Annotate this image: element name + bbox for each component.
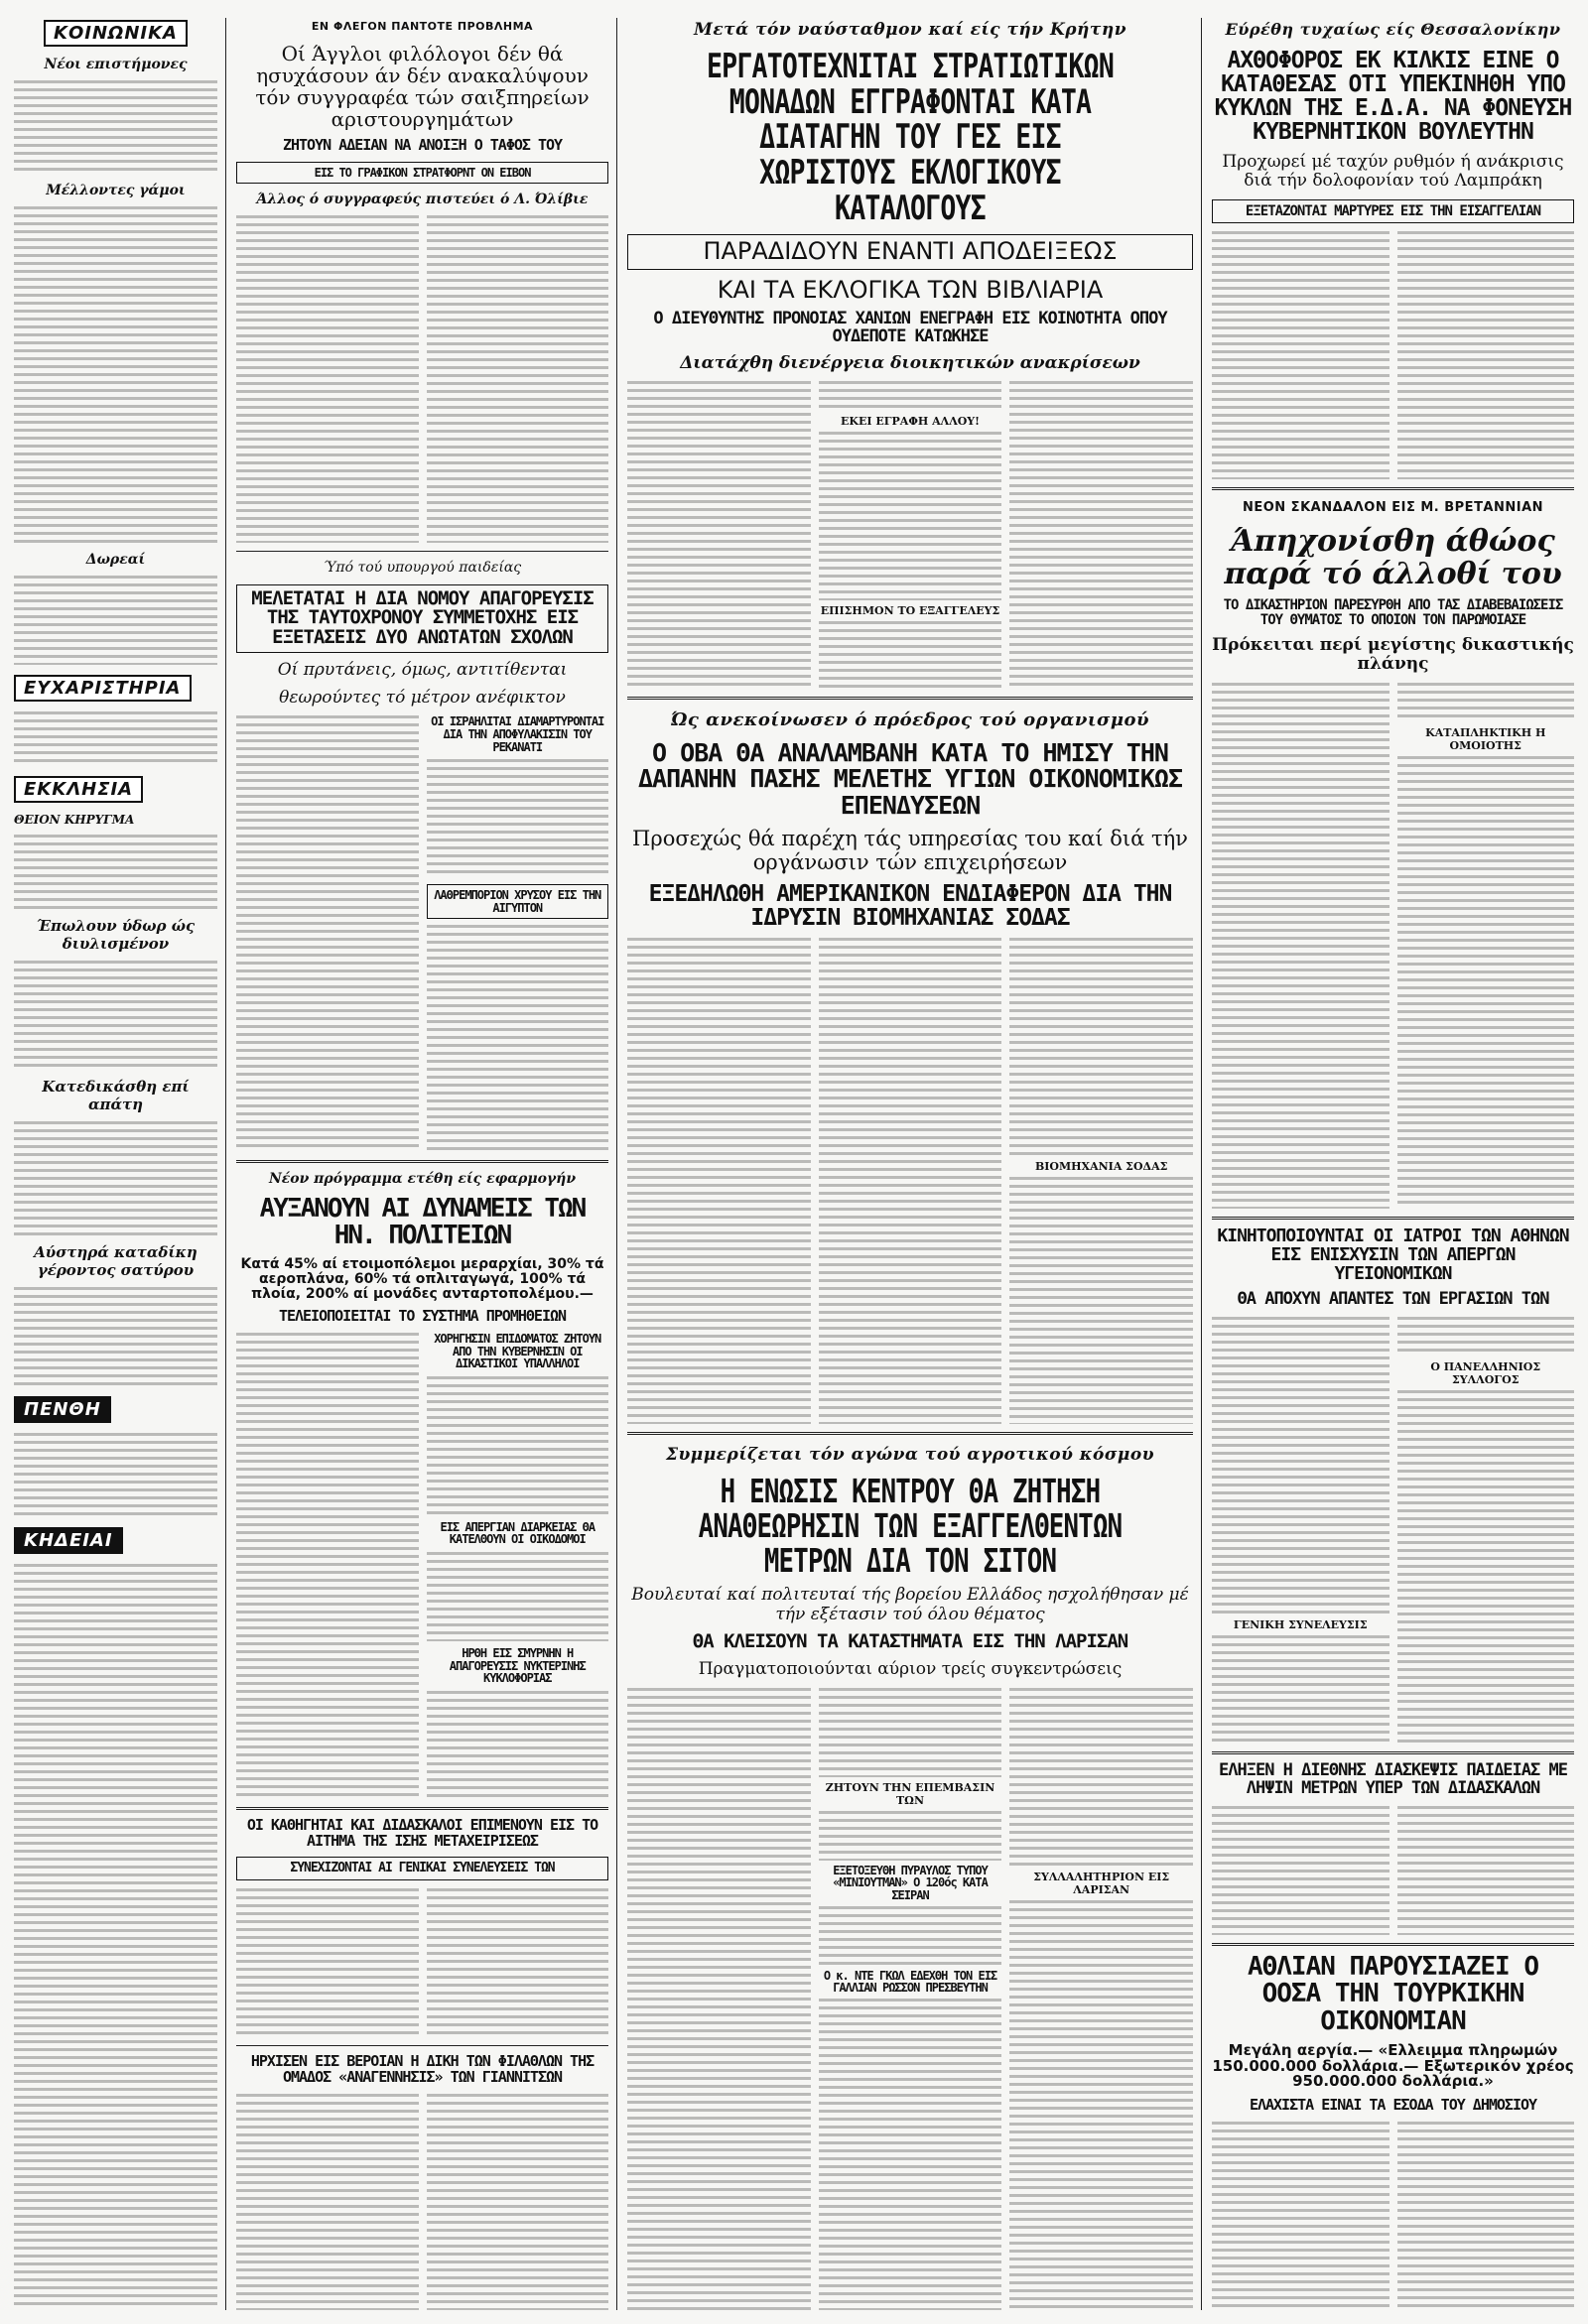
article-body-text [427, 2094, 609, 2310]
subhead-new-scientists: Νέοι επιστήμονες [44, 57, 188, 72]
article-body-text [427, 1691, 609, 1799]
subhead-receipt: ΠΑΡΑΔΙΔΟΥΝ ΕΝΑΝΤΙ ΑΠΟΔΕΙΞΕΩΣ [627, 234, 1193, 269]
subhead-lambrakis: Προχωρεί μέ ταχύν ρυθμόν ή ανάκρισις διά τήν δολοφονίαν τού Λαμπράκη [1222, 151, 1564, 192]
article-body-text [427, 925, 609, 1152]
subhead-court-misled: ΤΟ ΔΙΚΑΣΤΗΡΙΟΝ ΠΑΡΕΣΥΡΘΗ ΑΠΟ ΤΑΣ ΔΙΑΒΕΒΑΙΩΣΕΙΣ ΤΟΥ ΘΥΜΑΤΟΣ ΤΟ ΟΠΟΙΟΝ ΤΟΝ ΠΑΡΩΜΟΙΑΣΕ [1223, 597, 1563, 629]
headline-wheat-measures: Η ΕΝΩΣΙΣ ΚΕΝΤΡΟΥ ΘΑ ΖΗΤΗΣΗ ΑΝΑΘΕΩΡΗΣΙΝ ΤΩΝ ΕΞΑΓΓΕΛΘΕΝΤΩΝ ΜΕΤΡΩΝ ΔΙΑ ΤΟΝ ΣΙΤΟΝ [698, 1472, 1123, 1580]
subhead-state-revenue: ΕΛΑΧΙΣΤΑ ΕΙΝΑΙ ΤΑ ΕΣΟΔΑ ΤΟΥ ΔΗΜΟΣΙΟΥ [1249, 2096, 1537, 2115]
article-body-text [1009, 938, 1193, 1156]
article-body-text [427, 1376, 609, 1515]
article-body-text [427, 1552, 609, 1641]
section-label-mourning: ΠΕΝΘΗ [14, 1396, 111, 1423]
article-body-text [14, 835, 217, 909]
article-body-text [1397, 683, 1575, 722]
inner-head-general-assembly: ΓΕΝΙΚΗ ΣΥΝΕΛΕΥΣΙΣ [1233, 1618, 1368, 1632]
subhead-unfeasible: θεωρούντες τό μέτρον ανέφικτον [279, 687, 566, 708]
article-body-text [14, 206, 217, 544]
article-body-text [627, 938, 811, 1424]
subhead-oba-services: Προσεχώς θά παρέχη τάς υπηρεσίας του καί διά τήν οργάνωσιν τών επιχειρήσεων [632, 826, 1188, 874]
subhead-chania-director: Ο ΔΙΕΥΘΥΝΤΗΣ ΠΡΟΝΟΙΑΣ ΧΑΝΙΩΝ ΕΝΕΓΡΑΦΗ ΕΙΣ ΚΟΙΝΟΤΗΤΑ ΟΠΟΥ ΟΥΔΕΠΟΤΕ ΚΑΤΩΚΗΣΕ [653, 308, 1167, 346]
inner-head-soda: ΒΙΟΜΗΧΑΝΙΑ ΣΟΔΑΣ [1034, 1160, 1168, 1174]
article-body-text [819, 1906, 1002, 1966]
article-body-text [14, 80, 217, 175]
subhead-open-tomb: ΖΗΤΟΥΝ ΑΔΕΙΑΝ ΝΑ ΑΝΟΙΞΗ Ο ΤΑΦΟΣ ΤΟΥ [282, 136, 563, 154]
kicker-education-minister: Ύπό τού υπουργού παιδείας [323, 560, 522, 577]
article-body-text [819, 621, 1002, 689]
kicker-farmers: Συμμερίζεται τόν αγώνα τού αγροτικού κόσμου [665, 1445, 1154, 1466]
inner-head-similarity: ΚΑΤΑΠΛΗΚΤΙΚΗ Η ΟΜΟΙΟΤΗΣ [1425, 725, 1546, 752]
subhead-sermon: ΘΕΙΟΝ ΚΗΡΥΓΜΑ [14, 813, 135, 827]
subhead-three-rallies: Πραγματοποιούνται αύριον τρείς συγκεντρώσεις [698, 1659, 1123, 1680]
article-body-text [819, 1999, 1002, 2310]
subhead-percentages: Κατά 45% αί ετοιμοπόλεμοι μεραρχίαι, 30% τά αεροπλάνα, 60% τά οπλιταγωγά, 100% τά πλοία, 200% αί μονάδες ανταρτοπολέμου.— [240, 1256, 604, 1302]
article-body-text [14, 1287, 217, 1386]
column-4 [1212, 18, 1574, 2310]
headline-minuteman: ΕΞΕΤΟΞΕΥΘΗ ΠΥΡΑΥΛΟΣ ΤΥΠΟΥ «ΜΙΝΙΟΥΤΜΑΝ» Ο 120ός ΚΑΤΑ ΣΕΙΡΑΝ [833, 1863, 988, 1903]
subhead-larissa-shops: ΘΑ ΚΛΕΙΣΟΥΝ ΤΑ ΚΑΤΑΣΤΗΜΑΤΑ ΕΙΣ ΤΗΝ ΛΑΡΙΣΑΝ [692, 1630, 1128, 1653]
article-body-text [819, 938, 1002, 1424]
article-body-text [1397, 231, 1575, 479]
column-3 [627, 18, 1202, 2310]
kicker-always-problem: ΕΝ ΦΛΕΓΟΝ ΠΑΝΤΟΤΕ ΠΡΟΒΛΗΜΑ [311, 20, 534, 33]
subhead-rectors-oppose: Οί πρυτάνεις, όμως, αντιτίθενται [277, 660, 568, 681]
headline-oba: Ο ΟΒΑ ΘΑ ΑΝΑΛΑΜΒΑΝΗ ΚΑΤΑ ΤΟ ΗΜΙΣΥ ΤΗΝ ΔΑΠΑΝΗΝ ΠΑΣΗΣ ΜΕΛΕΤΗΣ ΥΓΙΩΝ ΟΙΚΟΝΟΜΙΚΩΣ ΕΠΕΝΔΥΣΕΩΝ [638, 738, 1182, 820]
inner-head-panhellenic: Ο ΠΑΝΕΛΛΗΝΙΟΣ ΣΥΛΛΟΓΟΣ [1430, 1360, 1541, 1387]
article-body-text [819, 1688, 1002, 1777]
subhead-olivier: Άλλος ό συγγραφεύς πιστεύει ό Λ. Όλίβιε [256, 192, 589, 208]
article-body-text [819, 381, 1002, 411]
headline-soda-industry: ΕΞΕΔΗΛΩΘΗ ΑΜΕΡΙΚΑΝΙΚΟΝ ΕΝΔΙΑΦΕΡΟΝ ΔΙΑ ΤΗΝ ΙΔΡΥΣΙΝ ΒΙΟΜΗΧΑΝΙΑΣ ΣΟΔΑΣ [648, 881, 1172, 932]
headline-de-gaulle: Ο κ. ΝΤΕ ΓΚΩΛ ΕΔΕΧΘΗ ΤΟΝ ΕΙΣ ΓΑΛΛΙΑΝ ΡΩΣΣΟΝ ΠΡΕΣΒΕΥΤΗΝ [823, 1968, 997, 1996]
article-body-text [1212, 2122, 1390, 2310]
kicker-new-program: Νέον πρόγραμμα ετέθη είς εφαρμογήν [268, 1171, 577, 1188]
article-body-text [236, 1888, 419, 2037]
subhead-future-weddings: Μέλλοντες γάμοι [46, 183, 186, 198]
subhead-doctors-abstain: ΘΑ ΑΠΟΧΥΝ ΑΠΑΝΤΕΣ ΤΩΝ ΕΡΓΑΣΙΩΝ ΤΩΝ [1237, 1289, 1549, 1310]
subhead-voter-books: ΚΑΙ ΤΑ ΕΚΛΟΓΙΚΑ ΤΩΝ ΒΙΒΛΙΑΡΙΑ [717, 275, 1104, 304]
article-body-text [1397, 1317, 1575, 1356]
headline-oecd-turkey: ΑΘΛΙΑΝ ΠΑΡΟΥΣΙΑΖΕΙ Ο ΟΟΣΑ ΤΗΝ ΤΟΥΡΚΙΚΗΝ ΟΙΚΟΝΟΜΙΑΝ [1247, 1952, 1539, 2036]
inner-head-registered: ΕΚΕΙ ΕΓΡΑΦΗ ΑΛΛΟΥ! [841, 415, 980, 429]
subhead-donations: Δωρεαί [85, 552, 146, 568]
article-body-text [1009, 1688, 1193, 1867]
article-body-text [1397, 2122, 1575, 2310]
article-body-text [819, 1811, 1002, 1861]
column-2 [236, 18, 617, 2310]
article-body-text [1397, 1390, 1575, 1743]
column-1 [14, 18, 226, 2310]
headline-israelites: ΟΙ ΙΣΡΑΗΛΙΤΑΙ ΔΙΑΜΑΡΤΥΡΟΝΤΑΙ ΔΙΑ ΤΗΝ ΑΠΟΦΥΛΑΚΙΣΙΝ ΤΟΥ ΡΕΚΑΝΑΤΙ [431, 714, 604, 754]
article-body-text [427, 759, 609, 878]
article-body-text [1212, 1635, 1390, 1743]
article-body-text [1212, 683, 1390, 1209]
article-body-text [627, 381, 811, 689]
subhead-old-satyr: Αύστηρά καταδίκη γέροντος σατύρου [34, 1243, 198, 1279]
subhead-convicted-fraud: Κατεδικάσθη επί απάτη [42, 1078, 190, 1113]
headline-us-forces: ΑΥΞΑΝΟΥΝ ΑΙ ΔΥΝΑΜΕΙΣ ΤΩΝ ΗΝ. ΠΟΛΙΤΕΙΩΝ [259, 1193, 586, 1250]
subhead-northern-mps: Βουλευταί καί πολιτευταί τής βορείου Ελλάδος ησχολήθησαν μέ τήν εξέτασιν τού όλου θέματος [631, 1585, 1189, 1624]
headline-hanged-innocent: Άπηχονίσθη άθώος παρά τό άλλοθί του [1224, 524, 1562, 592]
article-body-text [427, 215, 609, 543]
kicker-found-thessaloniki: Εύρέθη τυχαίως είς Θεσσαλονίκην [1225, 20, 1561, 39]
kicker-crete: Μετά τόν ναύσταθμον καί είς τήν Κρήτην [694, 20, 1126, 40]
subhead-turkey-deficit: Μεγάλη αεργία.— «Ελλειμμα πληρωμών 150.000.000 δολλάρια.— Εξωτερικόν χρέος 950.000.000 δολλάρια.» [1212, 2040, 1574, 2091]
headline-doctors-mobilize: ΚΙΝΗΤΟΠΟΙΟΥΝΤΑΙ ΟΙ ΙΑΤΡΟΙ ΤΩΝ ΑΘΗΝΩΝ ΕΙΣ ΕΝΙΣΧΥΣΙΝ ΤΩΝ ΑΠΕΡΓΩΝ ΥΓΕΙΟΝΟΜΙΚΩΝ [1217, 1225, 1569, 1284]
section-label-church: ΕΚΚΛΗΣΙΑ [14, 776, 143, 803]
subhead-filtered-water: Έπωλουν ύδωρ ώς διυλισμένον [36, 917, 196, 953]
article-body-text [14, 1433, 217, 1517]
headline-smyrna: ΗΡΘΗ ΕΙΣ ΣΜΥΡΝΗΝ Η ΑΠΑΓΟΡΕΥΣΙΣ ΝΥΚΤΕΡΙΝΗΣ ΚΥΚΛΟΦΟΡΙΑΣ [449, 1645, 586, 1686]
headline-military-workers: ΕΡΓΑΤΟΤΕΧΝΙΤΑΙ ΣΤΡΑΤΙΩΤΙΚΩΝ ΜΟΝΑΔΩΝ ΕΓΓΡΑΦΟΝΤΑΙ ΚΑΤΑ ΔΙΑΤΑΓΗΝ ΤΟΥ ΓΕΣ ΕΙΣ ΧΩΡΙΣΤΟΥΣ ΕΚΛΟΓΙΚΟΥΣ ΚΑΤΑΛΟΓΟΥΣ [706, 47, 1115, 228]
headline-court-clerks: ΧΟΡΗΓΗΣΙΝ ΕΠΙΔΟΜΑΤΟΣ ΖΗΤΟΥΝ ΑΠΟ ΤΗΝ ΚΥΒΕΡΝΗΣΙΝ ΟΙ ΔΙΚΑΣΤΙΚΟΙ ΥΠΑΛΛΗΛΟΙ [434, 1331, 601, 1371]
headline-shakespeare: Οί Άγγλοι φιλόλογοι δέν θά ησυχάσουν άν δέν ανακαλύψουν τόν συγγραφέα τών σαιξπηρείων αριστουργημάτων [255, 42, 590, 131]
article-body-text [427, 1888, 609, 2037]
article-body-text [1397, 756, 1575, 1209]
inner-head-intervention: ΖΗΤΟΥΝ ΤΗΝ ΕΠΕΜΒΑΣΙΝ ΤΩΝ [825, 1780, 995, 1807]
article-body-text [1397, 1806, 1575, 1935]
headline-kilkis-porter: ΑΧΘΟΦΟΡΟΣ ΕΚ ΚΙΛΚΙΣ ΕΙΝΕ Ο ΚΑΤΑΘΕΣΑΣ ΟΤΙ ΥΠΕΚΙΝΗΘΗ ΥΠΟ ΚΥΚΛΩΝ ΤΗΣ Ε.Δ.Α. ΝΑ ΦΟΝΕΥΣΗ ΚΥΒΕΡΝΗΤΙΚΟΝ ΒΟΥΛΕΥΤΗΝ [1214, 48, 1572, 146]
article-body-text [236, 215, 419, 543]
article-body-text [1009, 1900, 1193, 2310]
headline-teachers: ΟΙ ΚΑΘΗΓΗΤΑΙ ΚΑΙ ΔΙΔΑΣΚΑΛΟΙ ΕΠΙΜΕΝΟΥΝ ΕΙΣ ΤΟ ΑΙΤΗΜΑ ΤΗΣ ΙΣΗΣ ΜΕΤΑΧΕΙΡΙΣΕΩΣ [246, 1815, 598, 1850]
kicker-uk-scandal: ΝΕΟΝ ΣΚΑΝΔΑΛΟΝ ΕΙΣ Μ. ΒΡΕΤΑΝΝΙΑΝ [1242, 500, 1544, 516]
article-body-text [236, 715, 419, 1152]
article-body-text [1212, 1317, 1390, 1614]
article-body-text [1212, 231, 1390, 479]
article-body-text [1212, 1806, 1390, 1935]
article-body-text [14, 711, 217, 766]
subhead-witnesses: ΕΞΕΤΑΖΟΝΤΑΙ ΜΑΡΤΥΡΕΣ ΕΙΣ ΤΗΝ ΕΙΣΑΓΓΕΛΙΑΝ [1212, 199, 1574, 224]
headline-education-conference: ΕΛΗΞΕΝ Η ΔΙΕΘΝΗΣ ΔΙΑΣΚΕΨΙΣ ΠΑΙΔΕΙΑΣ ΜΕ ΛΗΨΙΝ ΜΕΤΡΩΝ ΥΠΕΡ ΤΩΝ ΔΙΔΑΣΚΑΛΩΝ [1219, 1760, 1567, 1799]
kicker-oba-president: Ώς ανεκοίνωσεν ό πρόεδρος τού οργανισμού [670, 710, 1149, 731]
article-body-text [627, 1688, 811, 2310]
article-body-text [819, 432, 1002, 600]
headline-exams-ban: ΜΕΛΕΤΑΤΑΙ Η ΔΙΑ ΝΟΜΟΥ ΑΠΑΓΟΡΕΥΣΙΣ ΤΗΣ ΤΑΥΤΟΧΡΟΝΟΥ ΣΥΜΜΕΤΟΧΗΣ ΕΙΣ ΕΞΕΤΑΣΕΙΣ ΔΥΟ ΑΝΩΤΑΤΩΝ ΣΧΟΛΩΝ [236, 584, 608, 654]
article-body-text [14, 1564, 217, 2310]
article-body-text [14, 1121, 217, 1235]
subhead-general-assemblies: ΣΥΝΕΧΙΖΟΝΤΑΙ ΑΙ ΓΕΝΙΚΑΙ ΣΥΝΕΛΕΥΣΕΙΣ ΤΩΝ [236, 1857, 608, 1880]
inner-head-larissa-rally: ΣΥΛΛΑΛΗΤΗΡΙΟΝ ΕΙΣ ΛΑΡΙΣΑΝ [1033, 1870, 1170, 1896]
subhead-procurement: ΤΕΛΕΙΟΠΟΙΕΙΤΑΙ ΤΟ ΣΥΣΤΗΜΑ ΠΡΟΜΗΘΕΙΩΝ [278, 1307, 567, 1326]
headline-gold-smuggling: ΛΑΘΡΕΜΠΟΡΙΟΝ ΧΡΥΣΟΥ ΕΙΣ ΤΗΝ ΑΙΓΥΠΤΟΝ [427, 884, 609, 919]
article-body-text [236, 1333, 419, 1799]
subhead-stratford: ΕΙΣ ΤΟ ΓΡΑΦΙΚΟΝ ΣΤΡΑΤΦΟΡΝΤ ΟΝ ΕΙΒΟΝ [236, 162, 608, 185]
article-body-text [14, 576, 217, 665]
article-body-text [14, 961, 217, 1070]
article-body-text [236, 2094, 419, 2310]
section-label-funerals: ΚΗΔΕΙΑΙ [14, 1527, 123, 1554]
subhead-investigations: Διατάχθη διενέργεια διοικητικών ανακρίσεων [680, 352, 1140, 373]
inner-head-official: ΕΠΙΣΗΜΟΝ ΤΟ ΕΞΑΓΓΕΛΕΥΣ [820, 604, 1000, 618]
article-body-text [1009, 1177, 1193, 1424]
headline-builders-strike: ΕΙΣ ΑΠΕΡΓΙΑΝ ΔΙΑΡΚΕΙΑΣ ΘΑ ΚΑΤΕΛΘΟΥΝ ΟΙ ΟΙΚΟΔΟΜΟΙ [440, 1519, 596, 1547]
section-label-thanks: ΕΥΧΑΡΙΣΤΗΡΙΑ [14, 675, 192, 702]
subhead-judicial-error: Πρόκειται περί μεγίστης δικαστικής πλάνης [1212, 634, 1574, 675]
article-body-text [1009, 381, 1193, 689]
headline-veria-trial: ΗΡΧΙΣΕΝ ΕΙΣ ΒΕΡΟΙΑΝ Η ΔΙΚΗ ΤΩΝ ΦΙΛΑΘΛΩΝ ΤΗΣ ΟΜΑΔΟΣ «ΑΝΑΓΕΝΝΗΣΙΣ» ΤΩΝ ΓΙΑΝΝΙΤΣΩΝ [250, 2052, 595, 2086]
section-label-social: ΚΟΙΝΩΝΙΚΑ [44, 20, 188, 47]
